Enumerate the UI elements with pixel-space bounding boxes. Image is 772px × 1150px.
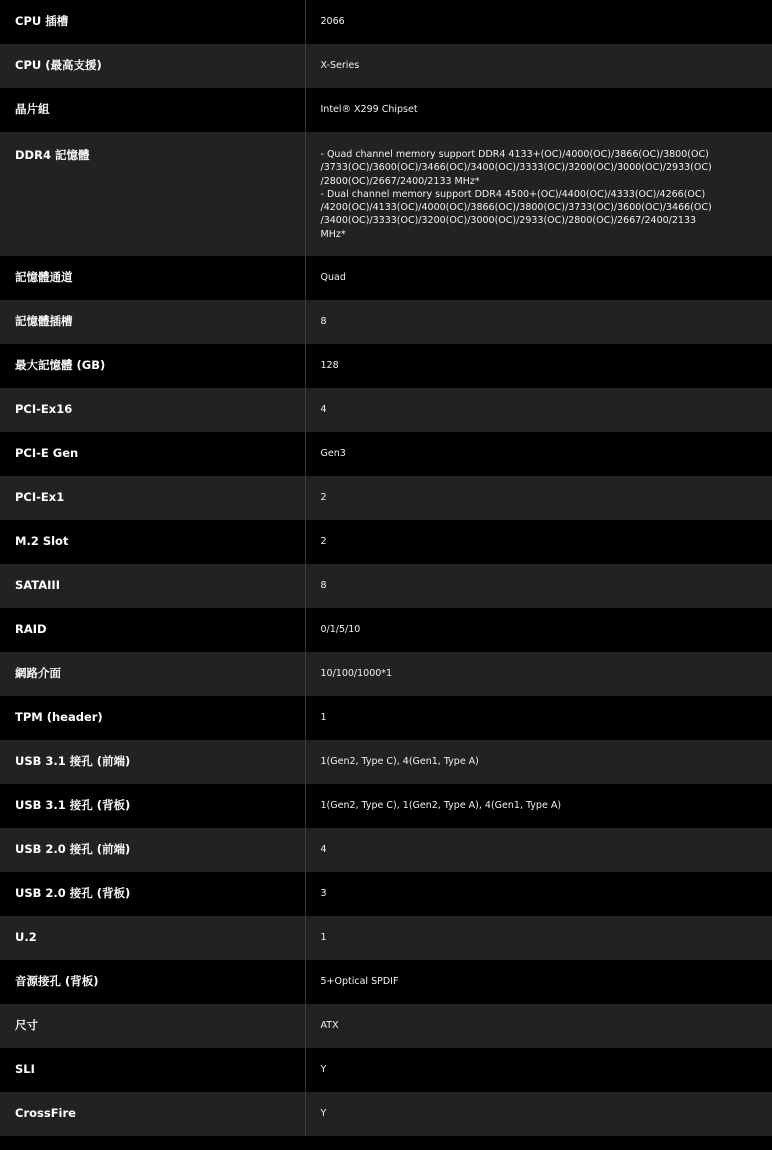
spec-row-usb20-rear xyxy=(0,872,772,916)
spec-row-max-memory xyxy=(0,344,772,388)
spec-label: DDR4 記憶體 xyxy=(0,132,305,256)
spec-label: TPM (header) xyxy=(0,696,305,740)
spec-value: 4 xyxy=(320,844,327,855)
spec-row-pciex16 xyxy=(0,388,772,432)
spec-row-crossfire xyxy=(0,1092,772,1136)
spec-value: 2 xyxy=(320,536,327,547)
spec-row-cpu-socket xyxy=(0,0,772,44)
spec-value: 2 xyxy=(320,492,327,503)
spec-row-u2 xyxy=(0,916,772,960)
spec-row-memory-slots xyxy=(0,300,772,344)
spec-value: 1(Gen2, Type C), 4(Gen1, Type A) xyxy=(320,756,479,767)
spec-label: 晶片組 xyxy=(0,88,305,132)
spec-label: 音源接孔 (背板) xyxy=(0,960,305,1004)
spec-value: Y xyxy=(320,1108,327,1119)
spec-value: Y xyxy=(320,1064,327,1075)
spec-row-form-factor xyxy=(0,1004,772,1048)
spec-row-audio xyxy=(0,960,772,1004)
spec-value: ATX xyxy=(320,1020,339,1031)
spec-label: 網路介面 xyxy=(0,652,305,696)
spec-value: 3 xyxy=(320,888,327,899)
spec-label: 記憶體通道 xyxy=(0,256,305,300)
spec-row-sata xyxy=(0,564,772,608)
spec-value: 8 xyxy=(320,316,327,327)
spec-row-usb31-rear xyxy=(0,784,772,828)
spec-label: USB 3.1 接孔 (前端) xyxy=(0,740,305,784)
spec-label: PCI-Ex1 xyxy=(0,476,305,520)
spec-label: SLI xyxy=(0,1048,305,1092)
spec-value: - Quad channel memory support DDR4 4133+(OC)/4000(OC)/3866(OC)/3800(OC) /3733(OC)/3600(OC)/3466(OC)/3400(OC)/3333(OC)/3200(OC)/3000(OC)/2933(OC) /2800(OC)/2667/2400/2133 MHz* - Dual channel memory support DDR4 4500+(OC)/4400(OC)/4333(OC)/4266(OC) /4200(OC)/4133(OC)/4000(OC)/3866(OC)/3800(OC)/3733(OC)/3600(OC)/3466(OC) /3400(OC)/3333(OC)/3200(OC)/3000(OC)/2933(OC)/2800(OC)/2667/2400/2133 MHz* xyxy=(320,149,712,240)
spec-value: 1 xyxy=(320,712,327,723)
spec-row-ddr4-memory xyxy=(0,132,772,256)
spec-label: 尺寸 xyxy=(0,1004,305,1048)
spec-label: 記憶體插槽 xyxy=(0,300,305,344)
spec-value: 2066 xyxy=(320,16,345,27)
spec-label: PCI-Ex16 xyxy=(0,388,305,432)
spec-row-pcie-gen xyxy=(0,432,772,476)
spec-value: Gen3 xyxy=(320,448,346,459)
spec-value: 8 xyxy=(320,580,327,591)
spec-row-tpm xyxy=(0,696,772,740)
spec-row-raid xyxy=(0,608,772,652)
spec-label: USB 2.0 接孔 (背板) xyxy=(0,872,305,916)
bottom-spacer xyxy=(0,1136,772,1142)
spec-value: X-Series xyxy=(320,60,360,71)
spec-label: CPU (最高支援) xyxy=(0,44,305,88)
spec-label: 最大記憶體 (GB) xyxy=(0,344,305,388)
spec-value: 10/100/1000*1 xyxy=(320,668,393,679)
spec-label: SATAIII xyxy=(0,564,305,608)
spec-label: PCI-E Gen xyxy=(0,432,305,476)
spec-row-pciex1 xyxy=(0,476,772,520)
spec-row-sli xyxy=(0,1048,772,1092)
spec-value: 4 xyxy=(320,404,327,415)
spec-value: 128 xyxy=(320,360,339,371)
spec-value: 1(Gen2, Type C), 1(Gen2, Type A), 4(Gen1, Type A) xyxy=(320,800,562,811)
spec-row-usb20-front xyxy=(0,828,772,872)
spec-value: 1 xyxy=(320,932,327,943)
spec-row-network xyxy=(0,652,772,696)
spec-row-usb31-front xyxy=(0,740,772,784)
spec-row-m2-slot xyxy=(0,520,772,564)
spec-value: Quad xyxy=(320,272,346,283)
spec-label: M.2 Slot xyxy=(0,520,305,564)
spec-value: 0/1/5/10 xyxy=(320,624,361,635)
spec-label: RAID xyxy=(0,608,305,652)
spec-row-memory-channel xyxy=(0,256,772,300)
spec-value: Intel® X299 Chipset xyxy=(320,104,418,115)
spec-label: CrossFire xyxy=(0,1092,305,1136)
spec-row-chipset xyxy=(0,88,772,132)
spec-label: USB 3.1 接孔 (背板) xyxy=(0,784,305,828)
spec-label: U.2 xyxy=(0,916,305,960)
spec-label: USB 2.0 接孔 (前端) xyxy=(0,828,305,872)
spec-label: CPU 插槽 xyxy=(0,0,305,44)
spec-value: 5+Optical SPDIF xyxy=(320,976,399,987)
spec-row-cpu-support xyxy=(0,44,772,88)
